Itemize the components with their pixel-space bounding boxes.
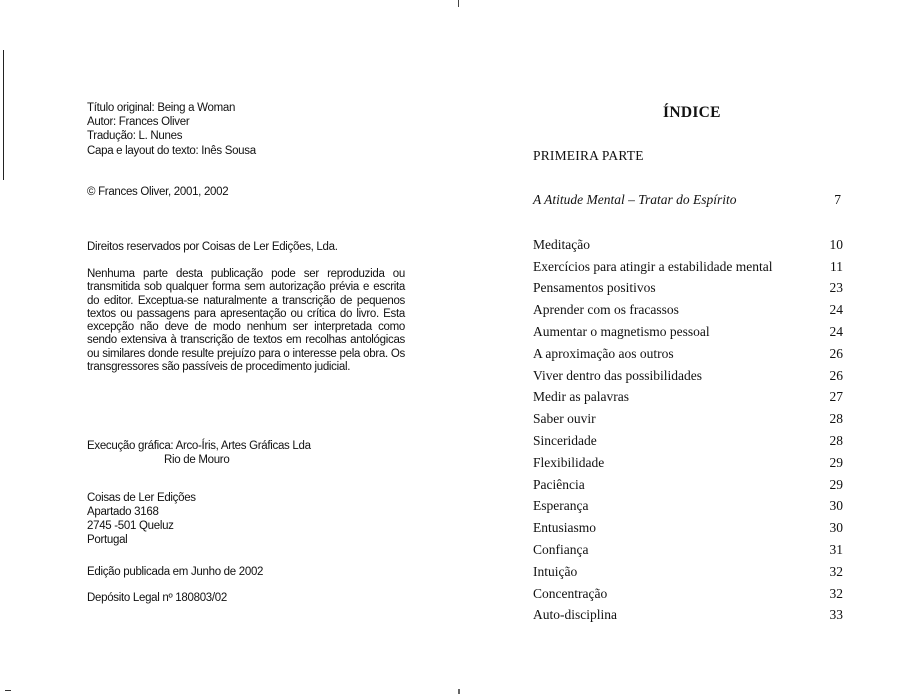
toc-entry-title: Confiança <box>533 542 589 558</box>
toc-entry <box>533 452 843 474</box>
printer-line: Execução gráfica: Arco-Íris, Artes Gráficas Lda <box>87 440 311 452</box>
edition-line: Edição publicada em Junho de 2002 <box>87 566 264 578</box>
toc-entry-page: 28 <box>829 433 843 449</box>
toc-entry-page: 30 <box>829 498 843 514</box>
toc-entry <box>533 256 843 278</box>
toc-entry-title: Medir as palavras <box>533 389 629 405</box>
toc-entry <box>533 408 843 430</box>
toc-entry-page: 29 <box>829 476 843 492</box>
toc-entry-title: Aprender com os fracassos <box>533 302 679 318</box>
printer-place: Rio de Mouro <box>164 454 230 466</box>
toc-entry-page: 29 <box>829 454 843 470</box>
legal-notice: Nenhuma parte desta publicação pode ser reproduzida ou transmitida sob qualquer forma sem autorização prévia e escrita do editor. Exceptua-se naturalmente a transcrição de pequenos textos ou passagens para apresentação ou crítica do livro. Esta excepção não deve de modo nenhum ser interpretada como sendo extensiva à transcrição de textos em recolhas antológicas ou similares donde resulte prejuízo para o interesse pela obra. Os transgressores são passíveis de procedimento judicial. <box>87 268 405 374</box>
toc-entry <box>533 583 843 605</box>
publisher-po-box: Apartado 3168 <box>87 506 159 518</box>
toc-entry-title: Intuição <box>533 563 578 579</box>
toc-entry-title: Saber ouvir <box>533 411 596 427</box>
toc-entry <box>533 278 843 300</box>
toc-entry <box>533 517 843 539</box>
toc-entry <box>533 561 843 583</box>
toc-entry <box>533 365 843 387</box>
toc-entry-title: Viver dentro das possibilidades <box>533 367 703 383</box>
toc-entry-title: Entusiasmo <box>533 520 596 536</box>
toc-entry-page: 30 <box>829 520 843 536</box>
publisher-name: Coisas de Ler Edições <box>87 492 196 504</box>
toc-entry-page: 28 <box>829 411 843 427</box>
toc-entry <box>533 605 843 627</box>
toc-entry-page: 26 <box>829 367 843 383</box>
printing-block <box>87 439 311 467</box>
toc-entry-page: 23 <box>829 280 843 296</box>
part-title: PRIMEIRA PARTE <box>533 148 644 163</box>
section-title: A Atitude Mental – Tratar do Espírito <box>533 192 737 207</box>
cover-layout-line: Capa e layout do texto: Inês Sousa <box>87 144 256 157</box>
toc-entry-page: 33 <box>829 607 843 623</box>
toc-entry <box>533 321 843 343</box>
toc-entry-title: Sinceridade <box>533 433 597 449</box>
toc-entry <box>533 539 843 561</box>
section-heading-row <box>533 192 841 208</box>
toc-list <box>533 234 843 626</box>
toc-entry-page: 10 <box>829 236 843 252</box>
toc-entry <box>533 430 843 452</box>
toc-entry <box>533 343 843 365</box>
toc-entry-page: 24 <box>829 324 843 340</box>
author-line: Autor: Frances Oliver <box>87 116 190 129</box>
toc-entry <box>533 234 843 256</box>
publisher-country: Portugal <box>87 534 128 546</box>
toc-entry-title: Esperança <box>533 498 589 514</box>
publisher-postcode: 2745 -501 Queluz <box>87 520 174 532</box>
toc-entry-title: Concentração <box>533 585 608 601</box>
toc-entry-page: 26 <box>829 345 843 361</box>
toc-entry <box>533 474 843 496</box>
toc-entry-page: 27 <box>829 389 843 405</box>
legal-deposit-line: Depósito Legal nº 180803/02 <box>87 592 227 604</box>
toc-entry <box>533 496 843 518</box>
publisher-address <box>87 491 196 547</box>
toc-entry-title: A aproximação aos outros <box>533 345 674 361</box>
toc-entry-title: Auto-disciplina <box>533 607 617 623</box>
toc-entry <box>533 299 843 321</box>
index-title: ÍNDICE <box>663 104 721 121</box>
credits-block <box>87 101 256 158</box>
section-page-number: 7 <box>834 192 841 207</box>
toc-entry-page: 31 <box>829 542 843 558</box>
original-title-line: Título original: Being a Woman <box>87 102 236 114</box>
toc-entry <box>533 387 843 409</box>
toc-entry-page: 24 <box>829 302 843 318</box>
toc-entry-page: 32 <box>829 585 843 601</box>
toc-entry-page: 32 <box>829 563 843 579</box>
index-page <box>460 0 920 699</box>
translation-line: Tradução: L. Nunes <box>87 130 183 143</box>
toc-entry-title: Aumentar o magnetismo pessoal <box>533 324 710 340</box>
toc-entry-title: Meditação <box>533 236 590 252</box>
toc-entry-title: Flexibilidade <box>533 454 605 470</box>
toc-entry-title: Pensamentos positivos <box>533 280 656 296</box>
toc-entry-page: 11 <box>830 258 843 274</box>
toc-entry-title: Exercícios para atingir a estabilidade mental <box>533 258 773 274</box>
copyright-line: © Frances Oliver, 2001, 2002 <box>87 186 229 198</box>
rights-line: Direitos reservados por Coisas de Ler Edições, Lda. <box>87 241 338 253</box>
toc-entry-title: Paciência <box>533 476 585 492</box>
